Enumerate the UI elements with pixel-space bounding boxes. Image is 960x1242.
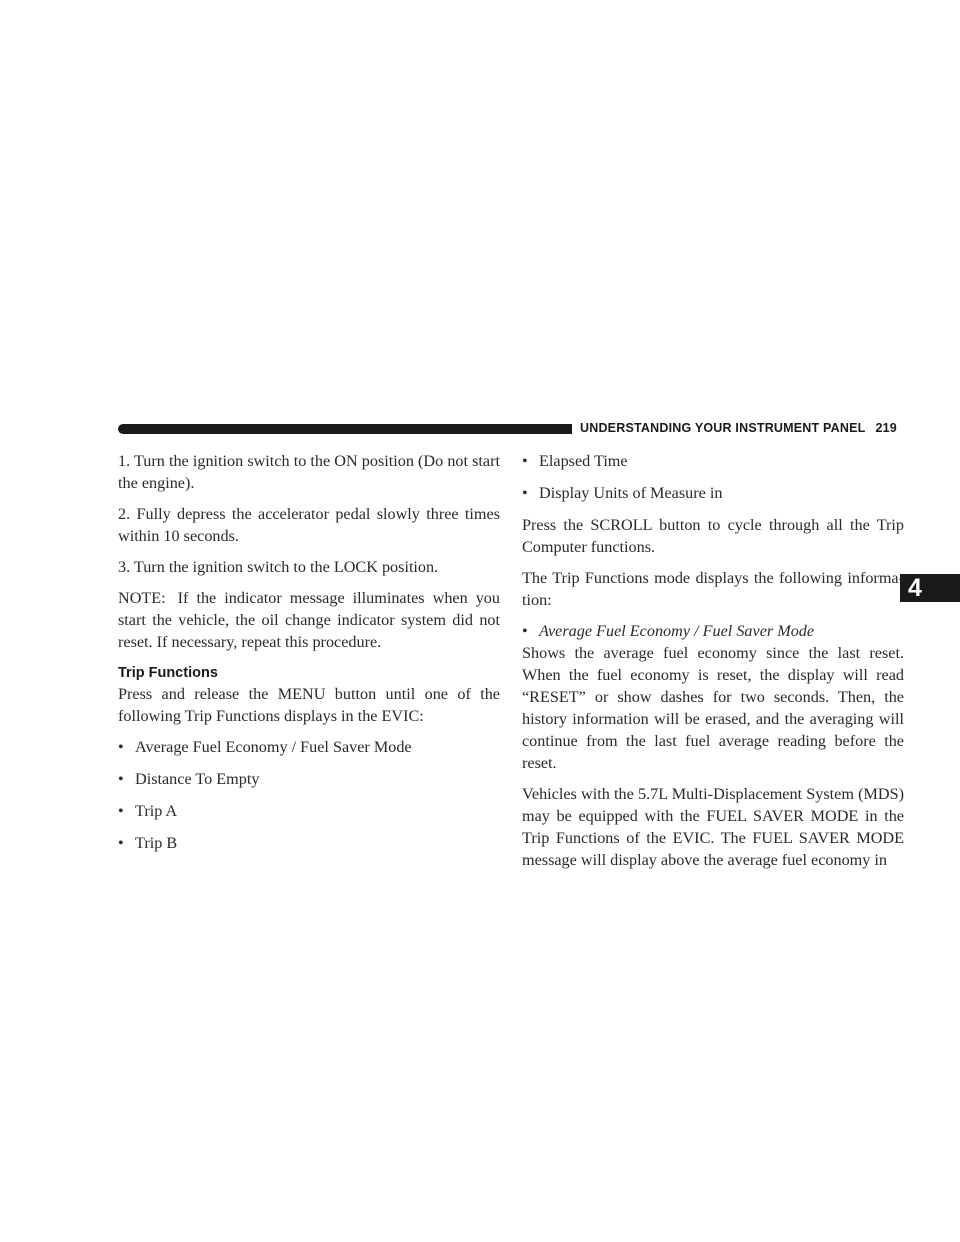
- list-item: [118, 832, 500, 854]
- list-item-text: Elapsed Time: [539, 452, 628, 470]
- subsection-title: Average Fuel Economy / Fuel Saver Mode: [539, 622, 815, 640]
- list-item-text: Display Units of Measure in: [539, 484, 723, 502]
- list-item: [118, 768, 500, 790]
- bullet-icon: •: [118, 738, 124, 756]
- bullet-icon: •: [118, 770, 124, 788]
- section-heading: Trip Functions: [118, 665, 218, 681]
- average-paragraph: Shows the average fuel economy since the last reset. When the fuel economy is reset, the display will read “RESET” or show dashes for two seconds. Then, the history information will be erased, and the averaging will continue from the last fuel average reading before the reset.: [522, 644, 904, 772]
- mode-paragraph: The Trip Functions mode displays the following informa-tion:: [522, 569, 904, 609]
- bullet-icon: •: [118, 802, 124, 820]
- chapter-tab: 4: [900, 574, 960, 602]
- list-item: [118, 736, 500, 758]
- list-item-text: Trip B: [135, 834, 178, 852]
- note-text: If the indicator message illuminates when you start the vehicle, the oil change indicator system did not reset. If necessary, repeat this procedure.: [118, 589, 500, 651]
- scroll-paragraph: Press the SCROLL button to cycle through all the Trip Computer functions.: [522, 516, 904, 556]
- running-header: [580, 421, 897, 435]
- bullet-icon: •: [522, 484, 528, 502]
- trip-intro: Press and release the MENU button until one of the following Trip Functions displays in the EVIC:: [118, 685, 500, 725]
- list-item-text: Average Fuel Economy / Fuel Saver Mode: [135, 738, 412, 756]
- list-item: [118, 800, 500, 822]
- bullet-icon: •: [118, 834, 124, 852]
- list-item-text: Trip A: [135, 802, 178, 820]
- note-label: NOTE:: [118, 589, 166, 607]
- header-rule: [118, 424, 572, 434]
- bullet-icon: •: [522, 452, 528, 470]
- step-2: 2. Fully depress the accelerator pedal slowly three times within 10 seconds.: [118, 505, 500, 545]
- right-column: [522, 450, 904, 880]
- section-title: UNDERSTANDING YOUR INSTRUMENT PANEL: [580, 421, 866, 435]
- mds-paragraph: Vehicles with the 5.7L Multi-Displacement System (MDS) may be equipped with the FUEL SAVER MODE in the Trip Functions of the EVIC. The FUEL SAVER MODE message will display above the average fuel economy in: [522, 785, 904, 869]
- page-number: 219: [875, 421, 897, 435]
- left-column: [118, 450, 500, 864]
- step-3: 3. Turn the ignition switch to the LOCK position.: [118, 558, 439, 576]
- note: [118, 587, 500, 653]
- bullet-icon: •: [522, 622, 528, 640]
- list-item: [522, 450, 904, 472]
- list-item-text: Distance To Empty: [135, 770, 260, 788]
- list-item: [522, 482, 904, 504]
- subsection-item: [522, 620, 904, 642]
- step-1: 1. Turn the ignition switch to the ON position (Do not start the engine).: [118, 452, 500, 492]
